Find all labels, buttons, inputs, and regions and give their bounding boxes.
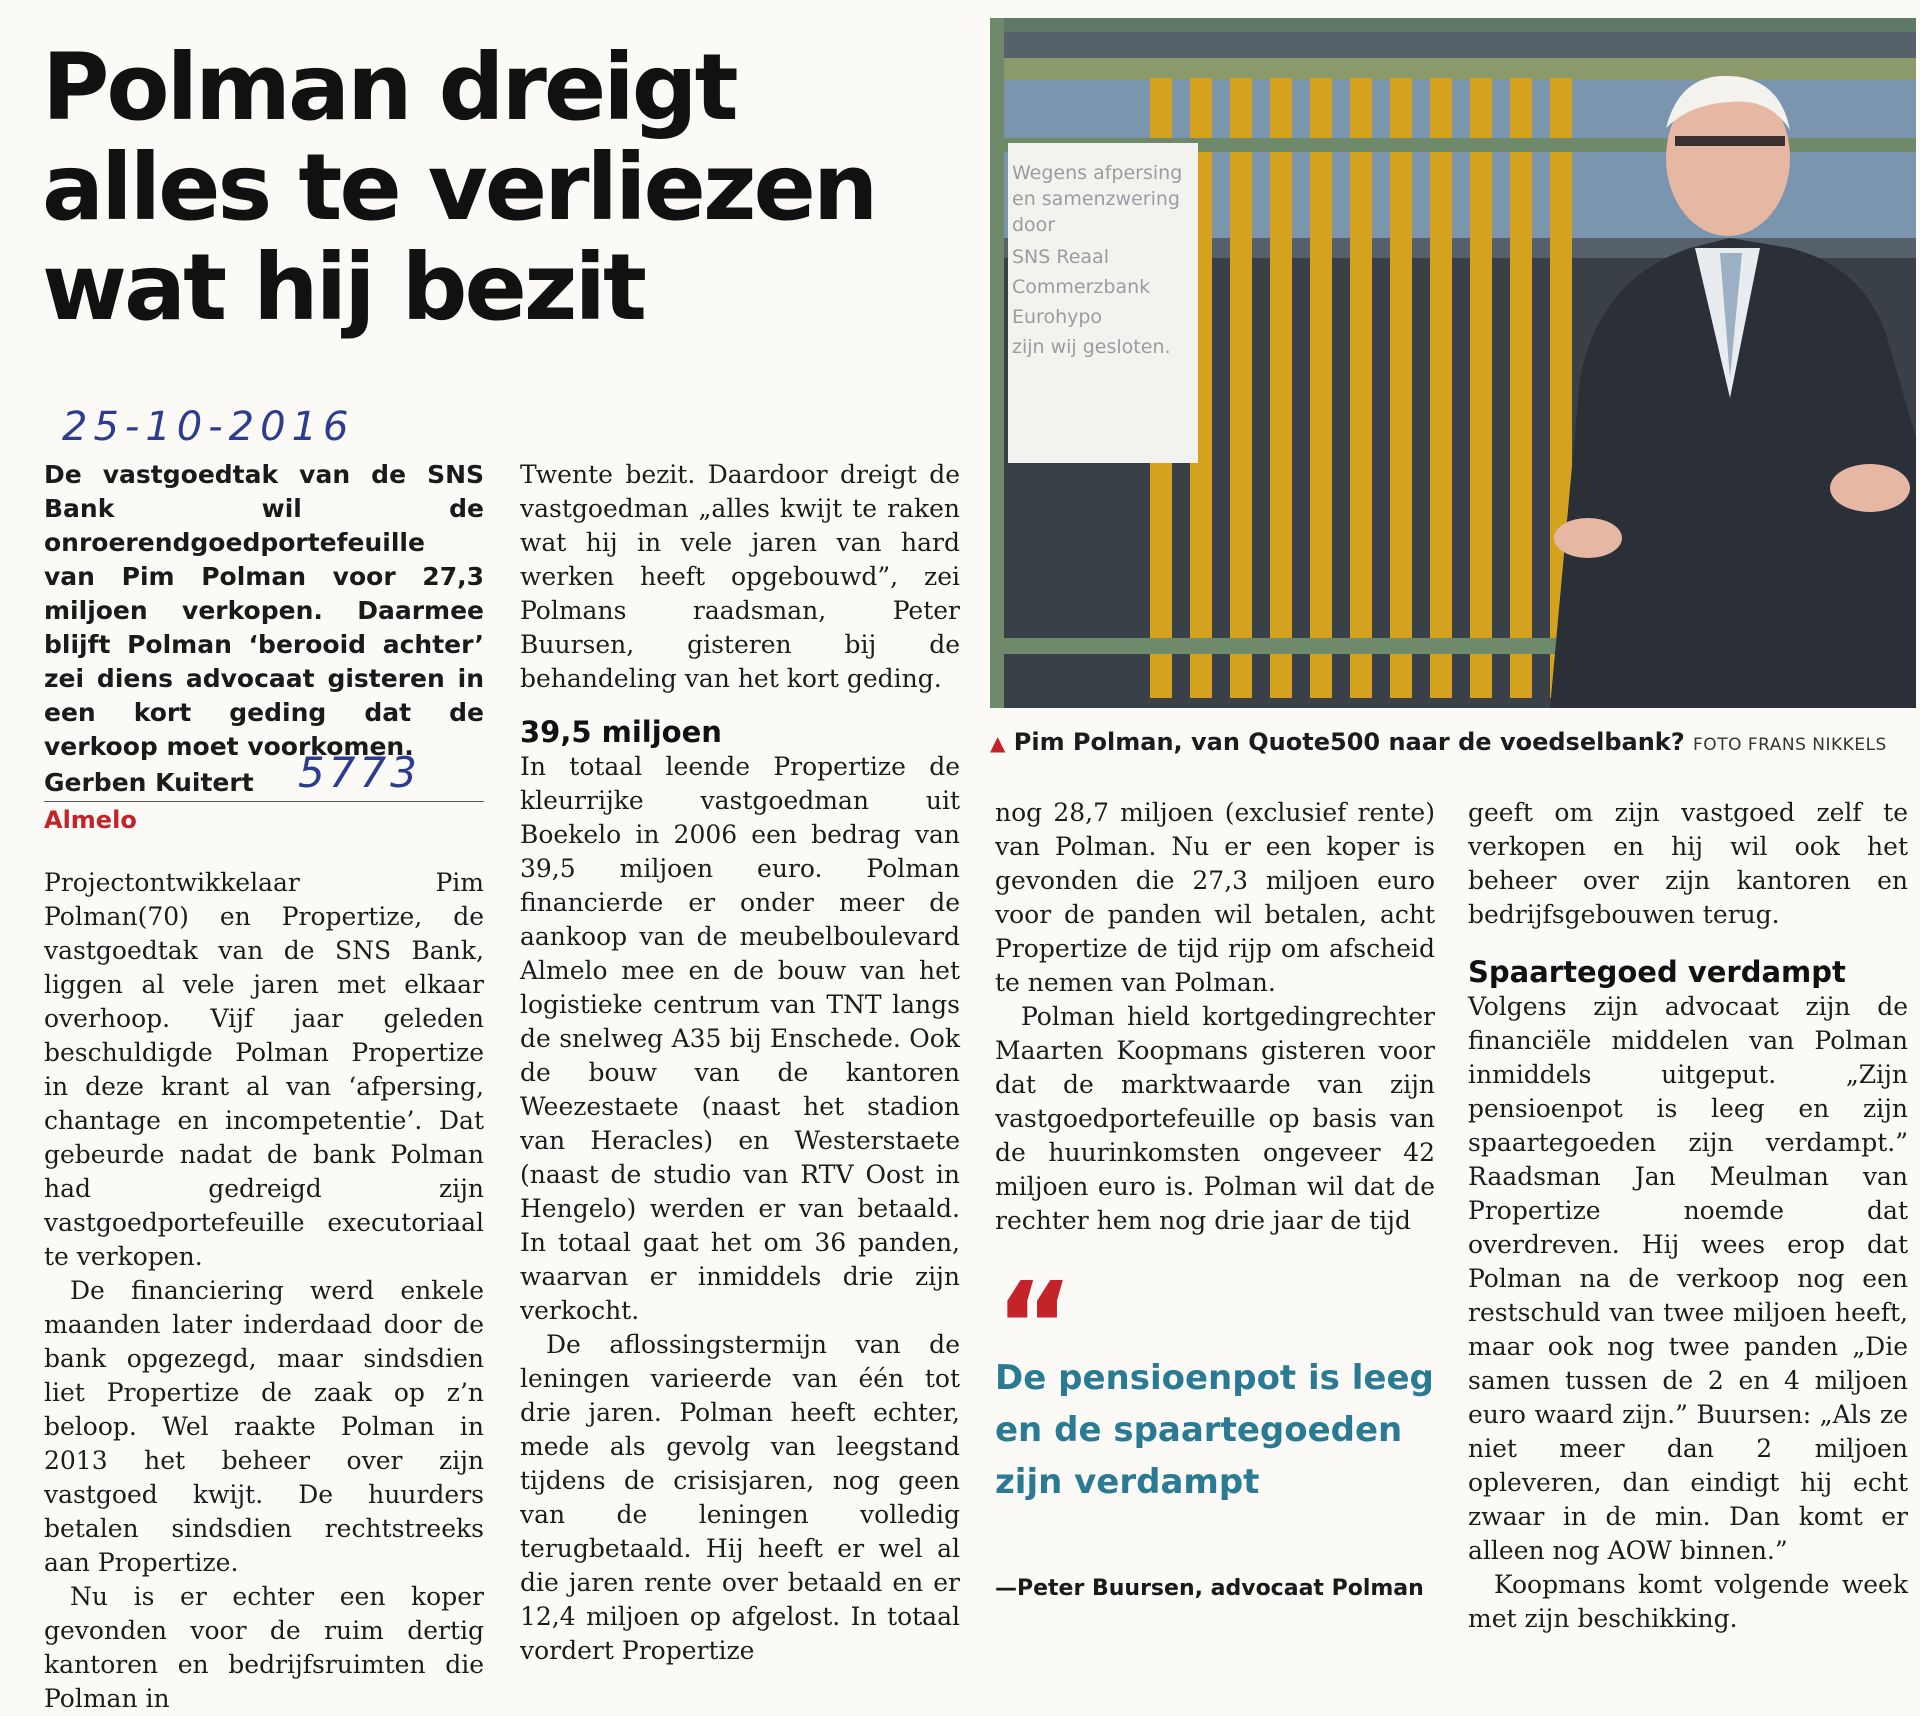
caption-triangle-icon: ▲: [990, 731, 1006, 755]
subhead-spaartegoed-verdampt: Spaartegoed verdampt: [1468, 955, 1846, 989]
column-2: [520, 458, 960, 1668]
col3-paragraph-1: nog 28,7 miljoen (exclusief rente) van Polman. Nu er een koper is gevonden die 27,3 miljoen euro voor de panden wil betalen, acht Propertize de tijd rijp om afscheid te nemen van Polman.: [995, 798, 1435, 997]
column-3: [995, 796, 1435, 1238]
sign-text: [1012, 160, 1194, 360]
col2-paragraph-2: De aflossingstermijn van de leningen varieerde van één tot drie jaren. Polman heeft echter, mede als gevolg van leegstand tijdens de crisisjaren, nog geen van de leningen volledig terugbetaald. Hij heeft er wel al die jaren rente over betaald en er 12,4 miljoen op afgelost. In totaal vordert Propertize: [520, 1330, 960, 1665]
sign-line: Wegens afpersing: [1012, 162, 1183, 184]
col4-top-paragraph: geeft om zijn vastgoed zelf te verkopen en hij wil ook het beheer over zijn kantoren en bedrijfsgebouwen terug.: [1468, 798, 1908, 929]
photo-caption: [990, 728, 1916, 756]
sign-line: zijn wij gesloten.: [1012, 336, 1171, 358]
col4-paragraph-1: Volgens zijn advocaat zijn de financiële middelen van Polman inmiddels uitgeput. „Zijn pensioenpot is leeg en zijn spaartegoeden zijn verdampt.” Raadsman Jan Meulman van Propertize noemde dat overdreven. Hij wees erop dat Polman na de verkoop nog een restschuld van twee miljoen heeft, maar ook nog twee panden „Die samen tussen de 2 en 4 miljoen euro waard zijn.” Buursen: „Als ze niet meer dan 2 miljoen opleveren, dan eindigt hij echt zwaar in de min. Dan komt er alleen nog AOW binnen.”: [1468, 992, 1908, 1565]
sign-line: door: [1012, 214, 1056, 236]
photo-credit: FOTO FRANS NIKKELS: [1693, 735, 1887, 755]
sign-line: en samenzwering: [1012, 188, 1180, 210]
sign-line: Eurohypo: [1012, 306, 1103, 328]
dateline-location: Almelo: [44, 806, 137, 834]
column-4: [1468, 796, 1908, 1636]
subhead-39-5-miljoen: 39,5 miljoen: [520, 715, 722, 749]
sign-line: Commerzbank: [1012, 276, 1151, 298]
col1-paragraph-2: De financiering werd enkele maanden later inderdaad door de bank opgezegd, maar sindsdien liet Propertize de zaak op z’n beloop. Wel raakte Polman in 2013 het beheer over zijn vastgoed kwijt. De huurders betalen sindsdien rechtstreeks aan Propertize.: [44, 1276, 484, 1577]
col2-paragraph-1: In totaal leende Propertize de kleurrijke vastgoedman uit Boekelo in 2006 een bedrag van 39,5 miljoen euro. Polman financierde er onder meer de aankoop van de meubelboulevard Almelo mee en de bouw van het logistieke centrum van TNT langs de snelweg A35 bij Enschede. Ook de bouw van de kantoren Weezestaete (naast het stadion van Heracles) en Westerstaete (naast de studio van RTV Oost in Hengelo) werden er van betaald. In totaal gaat het om 36 panden, waarvan er inmiddels drie zijn verkocht.: [520, 752, 960, 1325]
sign-line: SNS Reaal: [1012, 246, 1109, 268]
photo-illustration: [990, 18, 1916, 708]
handwritten-number: 5773: [298, 748, 421, 797]
col1-paragraph-1: Projectontwikkelaar Pim Polman(70) en Propertize, de vastgoedtak van de SNS Bank, liggen al vele jaren met elkaar overhoop. Vijf jaar geleden beschuldigde Polman Propertize in deze krant al van ‘afpersing, chantage en incompetentie’. Dat gebeurde nadat de bank Polman had gedreigd zijn vastgoedportefeuille executoriaal te verkopen.: [44, 868, 484, 1271]
headline: Polman dreigt alles te verliezen wat hij bezit: [42, 34, 876, 341]
byline-rule: [44, 801, 484, 802]
article-photo: [990, 18, 1916, 708]
caption-text: Pim Polman, van Quote500 naar de voedselbank?: [1013, 728, 1685, 756]
col1-paragraph-3: Nu is er echter een koper gevonden voor de ruim dertig kantoren en bedrijfsruimten die Polman in: [44, 1582, 484, 1713]
col4-paragraph-2: Koopmans komt volgende week met zijn beschikking.: [1468, 1570, 1908, 1633]
col2-top-paragraph: Twente bezit. Daardoor dreigt de vastgoedman „alles kwijt te raken wat hij in vele jaren van hard werken heeft opgebouwd”, zei Polmans raadsman, Peter Buursen, gisteren bij de behandeling van het kort geding.: [520, 460, 960, 693]
intro-lead: De vastgoedtak van de SNS Bank wil de onroerendgoedportefeuille van Pim Polman voor 27,3 miljoen verkopen. Daarmee blijft Polman ‘berooid achter’ zei diens advocaat gisteren in een kort geding dat de verkoop moet voorkomen.: [44, 460, 484, 761]
pull-quote-attribution: —Peter Buursen, advocaat Polman: [995, 1576, 1424, 1601]
column-1: [44, 866, 484, 1716]
pull-quote: De pensioenpot is leeg en de spaartegoeden zijn verdampt: [995, 1358, 1434, 1502]
col3-paragraph-2: Polman hield kortgedingrechter Maarten Koopmans gisteren voor dat de marktwaarde van zijn vastgoedportefeuille op basis van de huurinkomsten ongeveer 42 miljoen euro is. Polman wil dat de rechter hem nog drie jaar de tijd: [995, 1002, 1435, 1235]
quote-mark-icon: “: [995, 1258, 1074, 1397]
handwritten-date: 25-10-2016: [62, 404, 355, 450]
byline: Gerben Kuitert: [44, 768, 254, 797]
